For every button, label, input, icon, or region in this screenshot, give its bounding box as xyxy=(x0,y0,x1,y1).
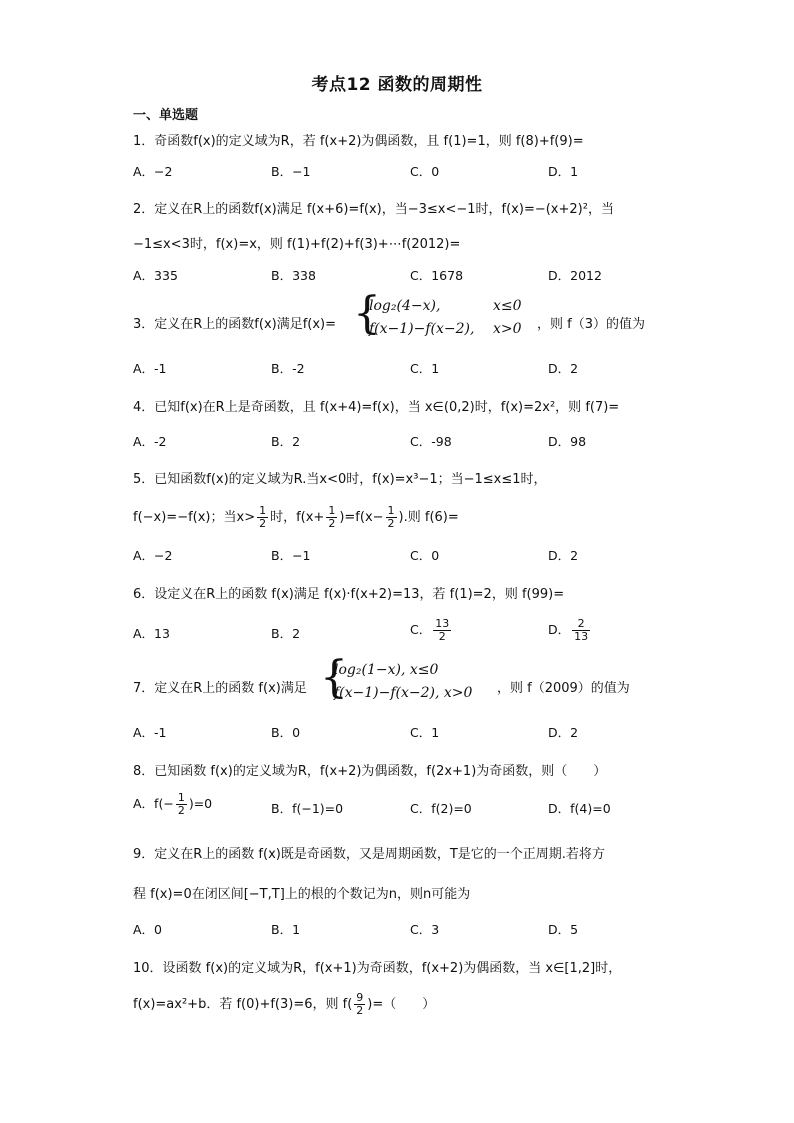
page-title: 考点12 函数的周期性 xyxy=(311,75,483,95)
question-3-options xyxy=(133,359,733,379)
option-c[interactable]: C．f(2)=0 xyxy=(410,801,472,816)
question-4-options xyxy=(133,432,733,452)
option-b[interactable]: B．-2 xyxy=(271,361,305,376)
option-a[interactable]: A．f(− $\frac{1}{2}$ )=0 xyxy=(133,791,213,817)
option-d[interactable]: D．1 xyxy=(548,164,579,179)
option-d[interactable]: D． $\frac{2}{13}$ xyxy=(548,617,589,643)
option-a[interactable]: A．−2 xyxy=(133,548,173,563)
question-9-options xyxy=(133,920,733,940)
option-b[interactable]: B．338 xyxy=(271,268,316,283)
option-c[interactable]: C．3 xyxy=(410,922,440,937)
question-2-options xyxy=(133,266,733,286)
option-d[interactable]: D．2 xyxy=(548,725,579,740)
case-1-expr: log₂(4−x), xyxy=(369,298,441,314)
option-a[interactable]: A．335 xyxy=(133,268,178,283)
option-d[interactable]: D．2 xyxy=(548,548,579,563)
option-b[interactable]: B．−1 xyxy=(271,548,311,563)
case-2-expr: f(x−1)−f(x−2), xyxy=(369,321,475,337)
brace-icon: { xyxy=(353,288,381,339)
case-1-cond: x≤0 xyxy=(493,298,522,314)
question-4: 4．已知f(x)在R上是奇函数，且 f(x+4)=f(x)，当 x∈(0,2)时，f(x)=2x²，则 f(7)= xyxy=(133,400,620,415)
option-c[interactable]: C．1678 xyxy=(410,268,464,283)
option-b[interactable]: B．2 xyxy=(271,434,301,449)
option-b[interactable]: B．f(−1)=0 xyxy=(271,801,344,816)
case-2-cond: x>0 xyxy=(493,321,522,337)
option-c[interactable]: C．-98 xyxy=(410,434,452,449)
option-a[interactable]: A．-2 xyxy=(133,434,167,449)
section-heading: 一、单选题 xyxy=(133,108,199,123)
option-a[interactable]: A．0 xyxy=(133,922,163,937)
fraction-nine-halves: $\frac{9}{2}$ xyxy=(356,991,364,1017)
question-2-line-2: −1≤x<3时，f(x)=x，则 f(1)+f(2)+f(3)+⋯f(2012)= xyxy=(133,237,461,252)
brace-icon: { xyxy=(320,652,348,703)
question-7-options xyxy=(133,723,733,743)
option-b[interactable]: B．1 xyxy=(271,922,301,937)
question-7-piecewise xyxy=(320,652,500,708)
option-b[interactable]: B．2 xyxy=(271,626,301,641)
question-6-options xyxy=(133,618,733,648)
option-a[interactable]: A．13 xyxy=(133,626,170,641)
question-5-line-2: f(−x)=−f(x)；当x> $\frac{1}{2}$ 时，f(x+ $\frac{1}{2}$ )=f(x− $\frac{1}{2}$ ).则 f(6)= xyxy=(133,504,459,530)
option-c[interactable]: C．1 xyxy=(410,361,440,376)
fraction-half: $\frac{1}{2}$ xyxy=(387,504,395,530)
question-6: 6．设定义在R上的函数 f(x)满足 f(x)·f(x+2)=13，若 f(1)=2，则 f(99)= xyxy=(133,587,565,602)
question-7-suffix: ，则 f（2009）的值为 xyxy=(497,681,630,696)
option-d[interactable]: D．5 xyxy=(548,922,579,937)
option-d[interactable]: D．2012 xyxy=(548,268,602,283)
question-7-prefix: 7．定义在R上的函数 f(x)满足 xyxy=(133,681,307,696)
case-1: log₂(1−x), x≤0 xyxy=(334,662,439,678)
fraction-half: $\frac{1}{2}$ xyxy=(328,504,336,530)
question-1: 1．奇函数f(x)的定义域为R，若 f(x+2)为偶函数，且 f(1)=1，则 f(8)+f(9)= xyxy=(133,134,584,149)
question-9-line-1: 9．定义在R上的函数 f(x)既是奇函数，又是周期函数，T是它的一个正周期.若将方 xyxy=(133,847,605,862)
question-5-line-1: 5．已知函数f(x)的定义域为R.当x<0时，f(x)=x³−1；当−1≤x≤1时， xyxy=(133,472,547,487)
option-a[interactable]: A．-1 xyxy=(133,361,167,376)
question-3-prefix: 3．定义在R上的函数f(x)满足f(x)= xyxy=(133,317,337,332)
option-b[interactable]: B．−1 xyxy=(271,164,311,179)
option-c[interactable]: C．0 xyxy=(410,164,440,179)
case-2: f(x−1)−f(x−2), x>0 xyxy=(334,685,473,701)
question-3-suffix: ，则 f（3）的值为 xyxy=(537,317,645,332)
question-9-line-2: 程 f(x)=0在闭区间[−T,T]上的根的个数记为n，则n可能为 xyxy=(133,887,471,902)
option-d[interactable]: D．98 xyxy=(548,434,587,449)
option-d[interactable]: D．2 xyxy=(548,361,579,376)
option-a[interactable]: A．-1 xyxy=(133,725,167,740)
question-10-line-1: 10．设函数 f(x)的定义域为R，f(x+1)为奇函数，f(x+2)为偶函数，当 x∈[1,2]时， xyxy=(133,961,622,976)
fraction-half: $\frac{1}{2}$ xyxy=(259,504,267,530)
question-5-options xyxy=(133,546,733,566)
question-8-options xyxy=(133,792,733,824)
question-2-line-1: 2．定义在R上的函数f(x)满足 f(x+6)=f(x)，当−3≤x<−1时，f(x)=−(x+2)²，当 xyxy=(133,202,614,217)
question-8: 8．已知函数 f(x)的定义域为R，f(x+2)为偶函数，f(2x+1)为奇函数，则（ ） xyxy=(133,764,607,779)
question-10-line-2: f(x)=ax²+b．若 f(0)+f(3)=6，则 f( $\frac{9}{2}$ )=（ ） xyxy=(133,991,436,1017)
option-c[interactable]: C．0 xyxy=(410,548,440,563)
option-b[interactable]: B．0 xyxy=(271,725,301,740)
option-c[interactable]: C．1 xyxy=(410,725,440,740)
option-a[interactable]: A．−2 xyxy=(133,164,173,179)
question-1-options xyxy=(133,162,733,182)
option-d[interactable]: D．f(4)=0 xyxy=(548,801,611,816)
question-3-piecewise xyxy=(353,288,543,344)
option-c[interactable]: C． $\frac{13}{2}$ xyxy=(410,617,450,643)
